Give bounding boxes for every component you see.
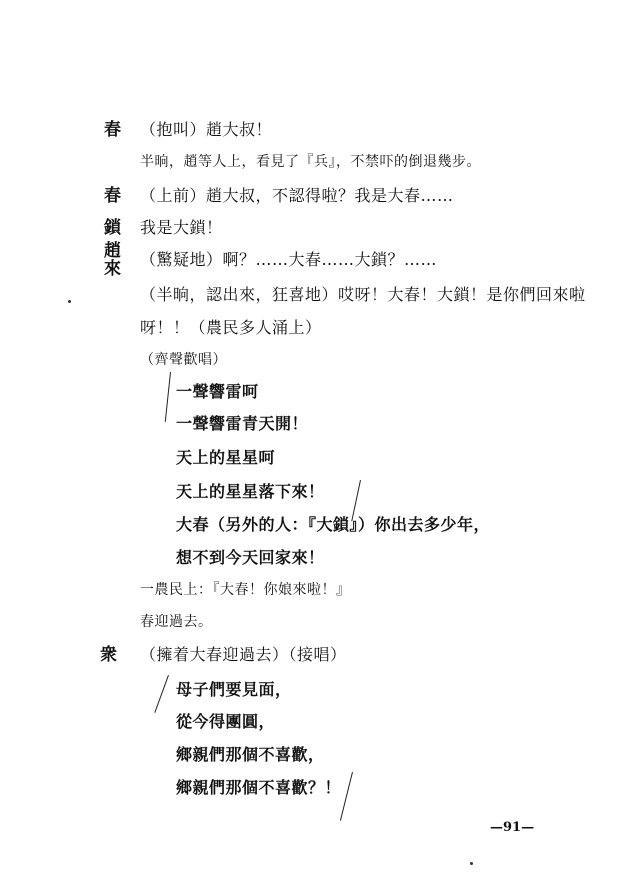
song-line: 鄉親們那個不喜歡， [176,745,325,764]
stage-direction: 半晌，趙等人上，看見了『兵』，不禁吓的倒退幾步。 [140,154,481,170]
dialogue-line: 呀！！（農民多人涌上） [140,318,322,337]
speaker-suo: 鎖 [104,218,121,238]
dialogue-line: （抱叫）趙大叔！ [140,120,273,139]
stage-direction: 一農民上：『大春！你娘來啦！』 [140,582,351,598]
dialogue-line: （驚疑地）啊？……大春……大鎖？…… [140,250,438,269]
stage-direction: 春迎過去。 [140,614,213,630]
stage-direction: （齊聲歡唱） [140,352,227,368]
dialogue-line: （上前）趙大叔，不認得啦？我是大春…… [140,186,454,205]
song-line: 天上的星星呵 [176,448,276,467]
speaker-chun: 春 [104,120,121,140]
song-line: 鄉親們那個不喜歡？！ [176,778,342,797]
song-line: 一聲響雷呵 [176,382,259,401]
bracket-mark [165,372,171,422]
song-line: 一聲響雷青天開！ [176,414,309,433]
song-line: 天上的星星落下來！ [176,482,325,501]
scan-speck [470,862,473,865]
page-number: —91— [490,820,535,835]
song-line: 大春（另外的人：『大鎖』）你出去多少年， [176,515,491,534]
song-line: 從今得團圓， [176,712,276,731]
dialogue-line: （半晌，認出來，狂喜地）哎呀！大春！大鎖！是你們回來啦 [140,285,586,304]
song-line: 想不到今天回家來！ [176,548,325,567]
speaker-zhao-lai: 趙來 [104,241,121,279]
dialogue-line: （擁着大春迎過去）（接唱） [140,645,347,664]
speaker-chun: 春 [104,186,121,206]
scan-speck [68,300,71,303]
bracket-mark [340,772,353,821]
speaker-zhong: 衆 [100,645,117,665]
song-line: 母子們要見面， [176,680,292,699]
dialogue-line: 我是大鎖！ [140,218,223,237]
bracket-mark [154,675,169,713]
